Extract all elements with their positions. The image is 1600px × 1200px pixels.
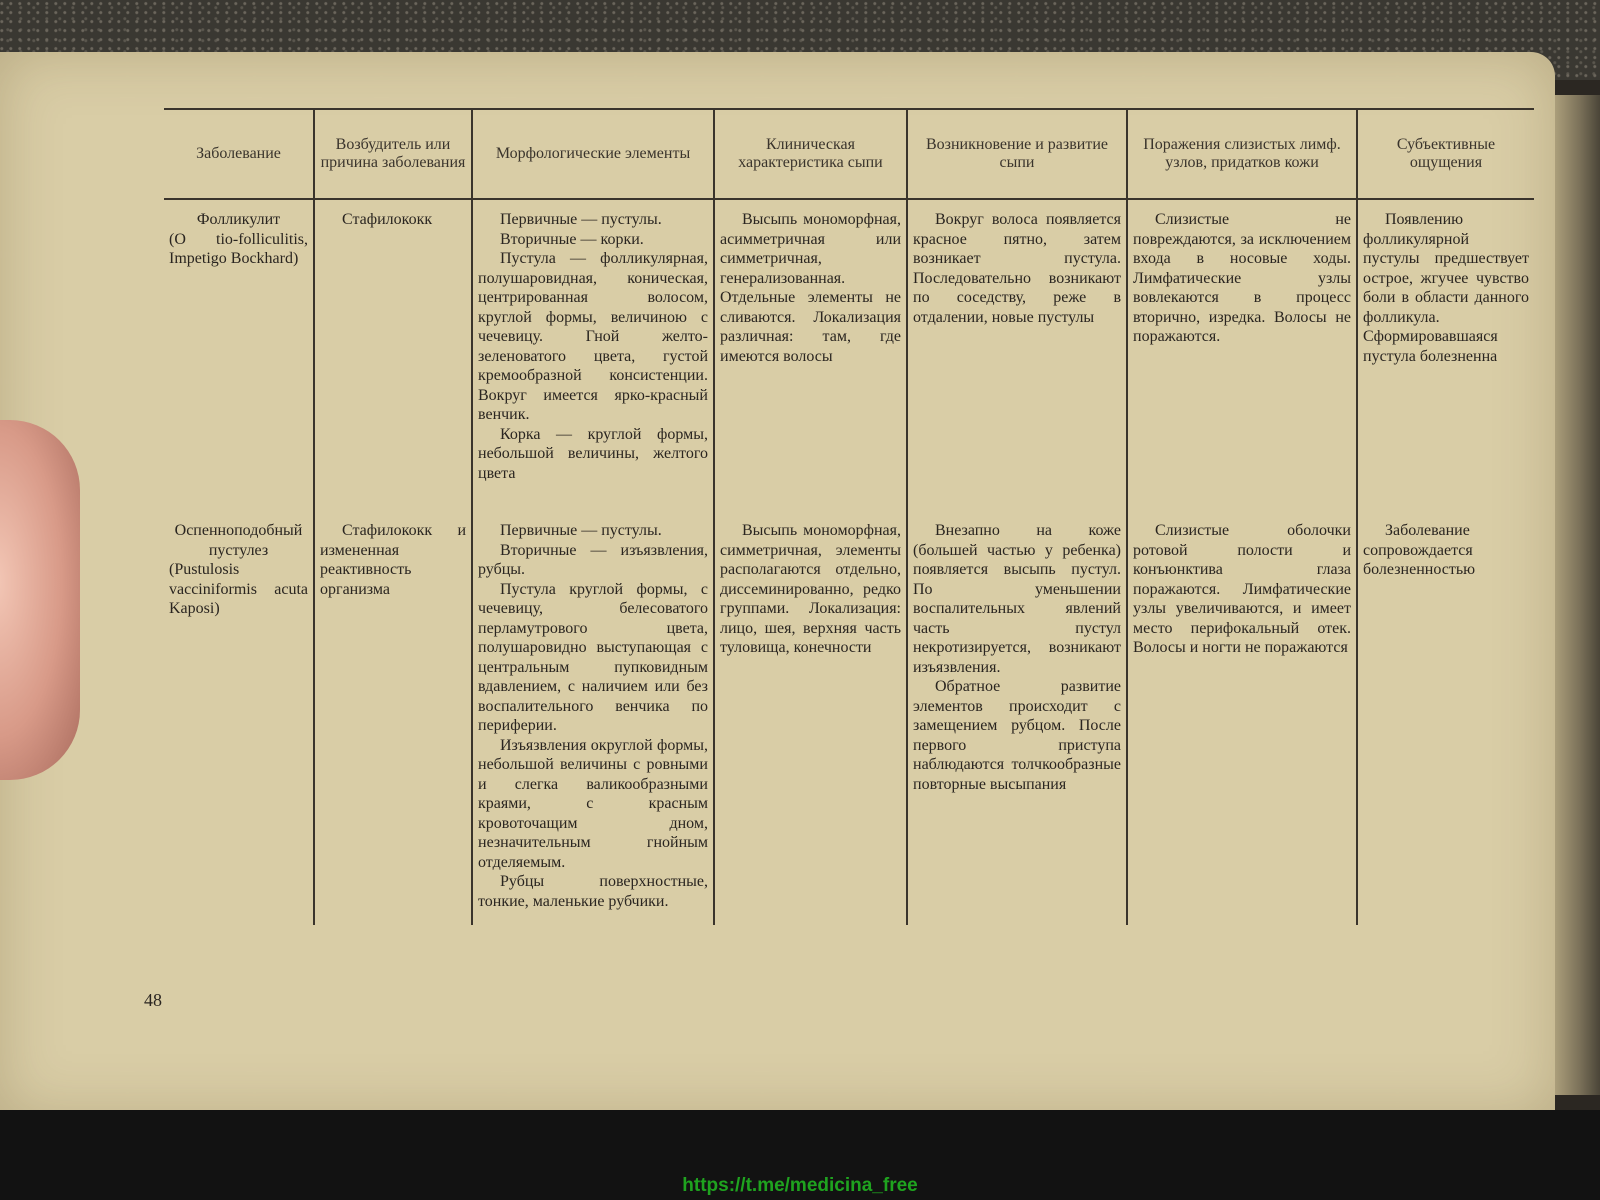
footer-link[interactable]: https://t.me/medicina_free (682, 1175, 918, 1196)
clinical-text: Высыпь мономорфная, симметричная, элементы располагаются отдельно, диссеминированно, редко группами. Локализация: лицо, шея, верхняя часть туловища, конечности (720, 522, 901, 656)
cause-text: Стафилококк (342, 211, 433, 228)
morphology-para: Вторичные — корки. (500, 230, 644, 248)
cell-disease (164, 511, 314, 925)
disease-name: Оспенноподобный пустулез (174, 522, 303, 559)
cell-cause (314, 199, 472, 511)
page-number: 48 (144, 990, 162, 1010)
subjective-text: Заболевание сопровождается болезненностью (1363, 522, 1476, 578)
table-row (164, 199, 1534, 511)
header-development: Возникновение и развитие сыпи (907, 109, 1127, 199)
morphology-para: Изъязвления округлой формы, небольшой величины с ровными и слегка валикообразными краями, с красным кровоточащим дном, незначительным гнойным отделяемым. (478, 736, 708, 871)
cell-morphology (472, 199, 714, 511)
development-text: Вокруг волоса появляется красное пятно, затем возникает пустула. Последовательно возникают по соседству, реже в отдалении, новые пустулы (913, 211, 1121, 326)
morphology-para: Первичные — пустулы. (500, 522, 662, 539)
table-row (164, 511, 1534, 925)
cell-mucosa (1127, 511, 1357, 925)
morphology-para: Вторичные — изъязвления, рубцы. (478, 541, 708, 578)
cell-subjective (1357, 511, 1534, 925)
morphology-para: Корка — круглой формы, небольшой величины, желтого цвета (478, 425, 708, 482)
development-para: Внезапно на коже (большей частью у ребенка) появляется высыпь пустул. По уменьшении воспалительных явлений часть пустул некротизируется, возникают изъязвления. (913, 522, 1121, 676)
mucosa-text: Слизистые не повреждаются, за исключением входа в носовые ходы. Лимфатические узлы вовлекаются в процесс вторично, изредка. Волосы не поражаются. (1133, 211, 1351, 345)
subjective-text: Появлению фолликулярной пустулы предшествует острое, жгучее чувство боли в области данного фолликула. Сформировавшаяся пустула болезненна (1363, 211, 1529, 365)
cell-cause (314, 511, 472, 925)
header-cause: Возбудитель или причина заболевания (314, 109, 472, 199)
clinical-text: Высыпь мономорфная, асимметричная или симметричная, генерализованная. Отдельные элементы не сливаются. Локализация различная: там, где имеются волосы (720, 211, 901, 365)
header-disease: Заболевание (164, 109, 314, 199)
mucosa-text: Слизистые оболочки ротовой полости и конъюнктива глаза поражаются. Лимфатические узлы увеличиваются, и имеет место перифокальный отек. Волосы и ногти не поражаются (1133, 522, 1351, 656)
disease-table (164, 108, 1534, 925)
disease-latin: (Pustulosis vacciniformis acuta Kaposi) (169, 561, 308, 617)
page-edge (1548, 95, 1600, 1095)
morphology-para: Пустула круглой формы, с чечевицу, белесоватого перламутрового цвета, полушаровидно выступающая с центральным пупковидным вдавлением, с наличием или без воспалительного венчика по периферии. (478, 580, 708, 734)
cell-subjective (1357, 199, 1534, 511)
morphology-para: Пустула — фолликулярная, полушаровидная, коническая, центрированная волосом, круглой формы, величиною с чечевицу. Гной желто-зеленоватого цвета, густой кремообразной консистенции. Вокруг имеется ярко-красный венчик. (478, 250, 708, 423)
cell-development (907, 511, 1127, 925)
disease-name: Фолликулит (196, 211, 281, 228)
thumb-image (0, 420, 80, 780)
morphology-para: Первичные — пустулы. (500, 211, 662, 228)
cell-morphology (472, 511, 714, 925)
header-morphology: Морфологические элементы (472, 109, 714, 199)
morphology-para: Рубцы поверхностные, тонкие, маленькие рубчики. (478, 873, 708, 910)
cell-disease (164, 199, 314, 511)
header-mucosa: Поражения слизистых лимф. узлов, придатков кожи (1127, 109, 1357, 199)
cell-clinical (714, 511, 907, 925)
header-subjective: Субъективные ощущения (1357, 109, 1534, 199)
table-header-row (164, 109, 1534, 199)
disease-latin: (O tio-folliculitis, Impetigo Bockhard) (169, 230, 308, 267)
header-clinical: Клиническая характеристика сыпи (714, 109, 907, 199)
cell-development (907, 199, 1127, 511)
cause-text: Стафилококк и измененная реактивность организма (320, 522, 466, 598)
cell-mucosa (1127, 199, 1357, 511)
cell-clinical (714, 199, 907, 511)
development-para: Обратное развитие элементов происходит с замещением рубцом. После первого приступа наблюдаются толчкообразные повторные высыпания (913, 678, 1121, 793)
